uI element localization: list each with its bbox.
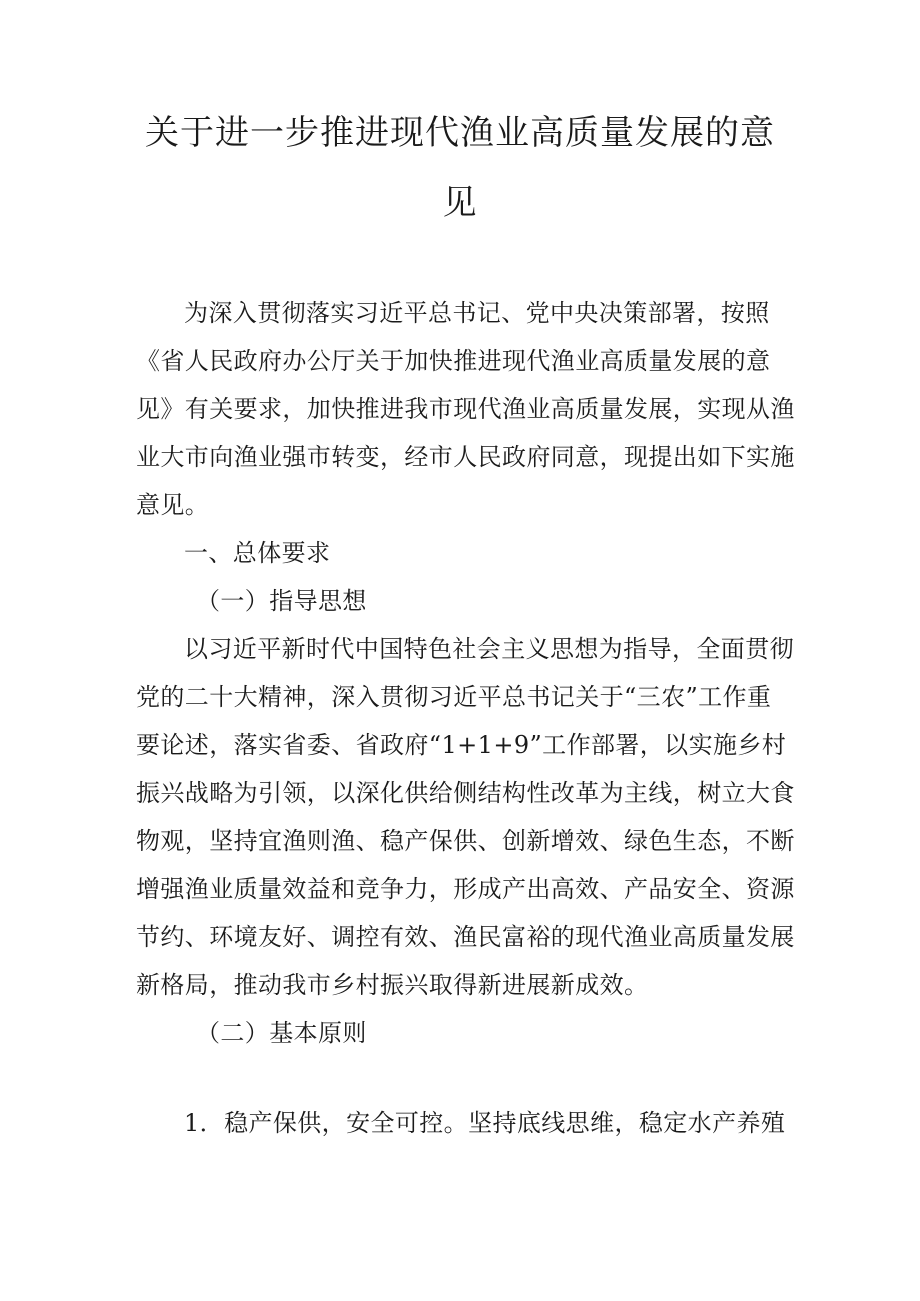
body-line-9: 振兴战略为引领，以深化供给侧结构性改革为主线，树立大食 xyxy=(136,779,795,807)
document-title-line-2: 见 xyxy=(442,183,478,223)
body-line-14: 1．稳产保供，安全可控。坚持底线思维，稳定水产养殖 xyxy=(184,1109,786,1137)
body-line-13: 新格局，推动我市乡村振兴取得新进展新成效。 xyxy=(136,971,649,999)
body-line-6: 以习近平新时代中国特色社会主义思想为指导，全面贯彻 xyxy=(184,635,794,663)
body-line-3: 见》有关要求，加快推进我市现代渔业高质量发展，实现从渔 xyxy=(136,395,795,423)
body-line-11: 增强渔业质量效益和竞争力，形成产出高效、产品安全、资源 xyxy=(136,875,795,903)
body-line-10: 物观，坚持宜渔则渔、稳产保供、创新增效、绿色生态，不断 xyxy=(136,827,795,855)
document-title-line-1: 关于进一步推进现代渔业高质量发展的意 xyxy=(145,113,775,153)
body-line-12: 节约、环境友好、调控有效、渔民富裕的现代渔业高质量发展 xyxy=(136,923,795,951)
body-line-4: 业大市向渔业强市转变，经市人民政府同意，现提出如下实施 xyxy=(136,443,795,471)
body-line-7: 党的二十大精神，深入贯彻习近平总书记关于“三农”工作重 xyxy=(136,683,772,711)
body-line-5: 意见。 xyxy=(136,491,210,519)
body-line-8: 要论述，落实省委、省政府“1+1+9”工作部署，以实施乡村 xyxy=(136,731,787,759)
body-line-1: 为深入贯彻落实习近平总书记、党中央决策部署，按照 xyxy=(184,299,770,327)
body-line-2: 《省人民政府办公厅关于加快推进现代渔业高质量发展的意 xyxy=(136,347,771,375)
subsection-heading-1: （一）指导思想 xyxy=(196,587,367,615)
section-heading-1: 一、总体要求 xyxy=(184,539,331,567)
subsection-heading-2: （二）基本原则 xyxy=(196,1019,367,1047)
